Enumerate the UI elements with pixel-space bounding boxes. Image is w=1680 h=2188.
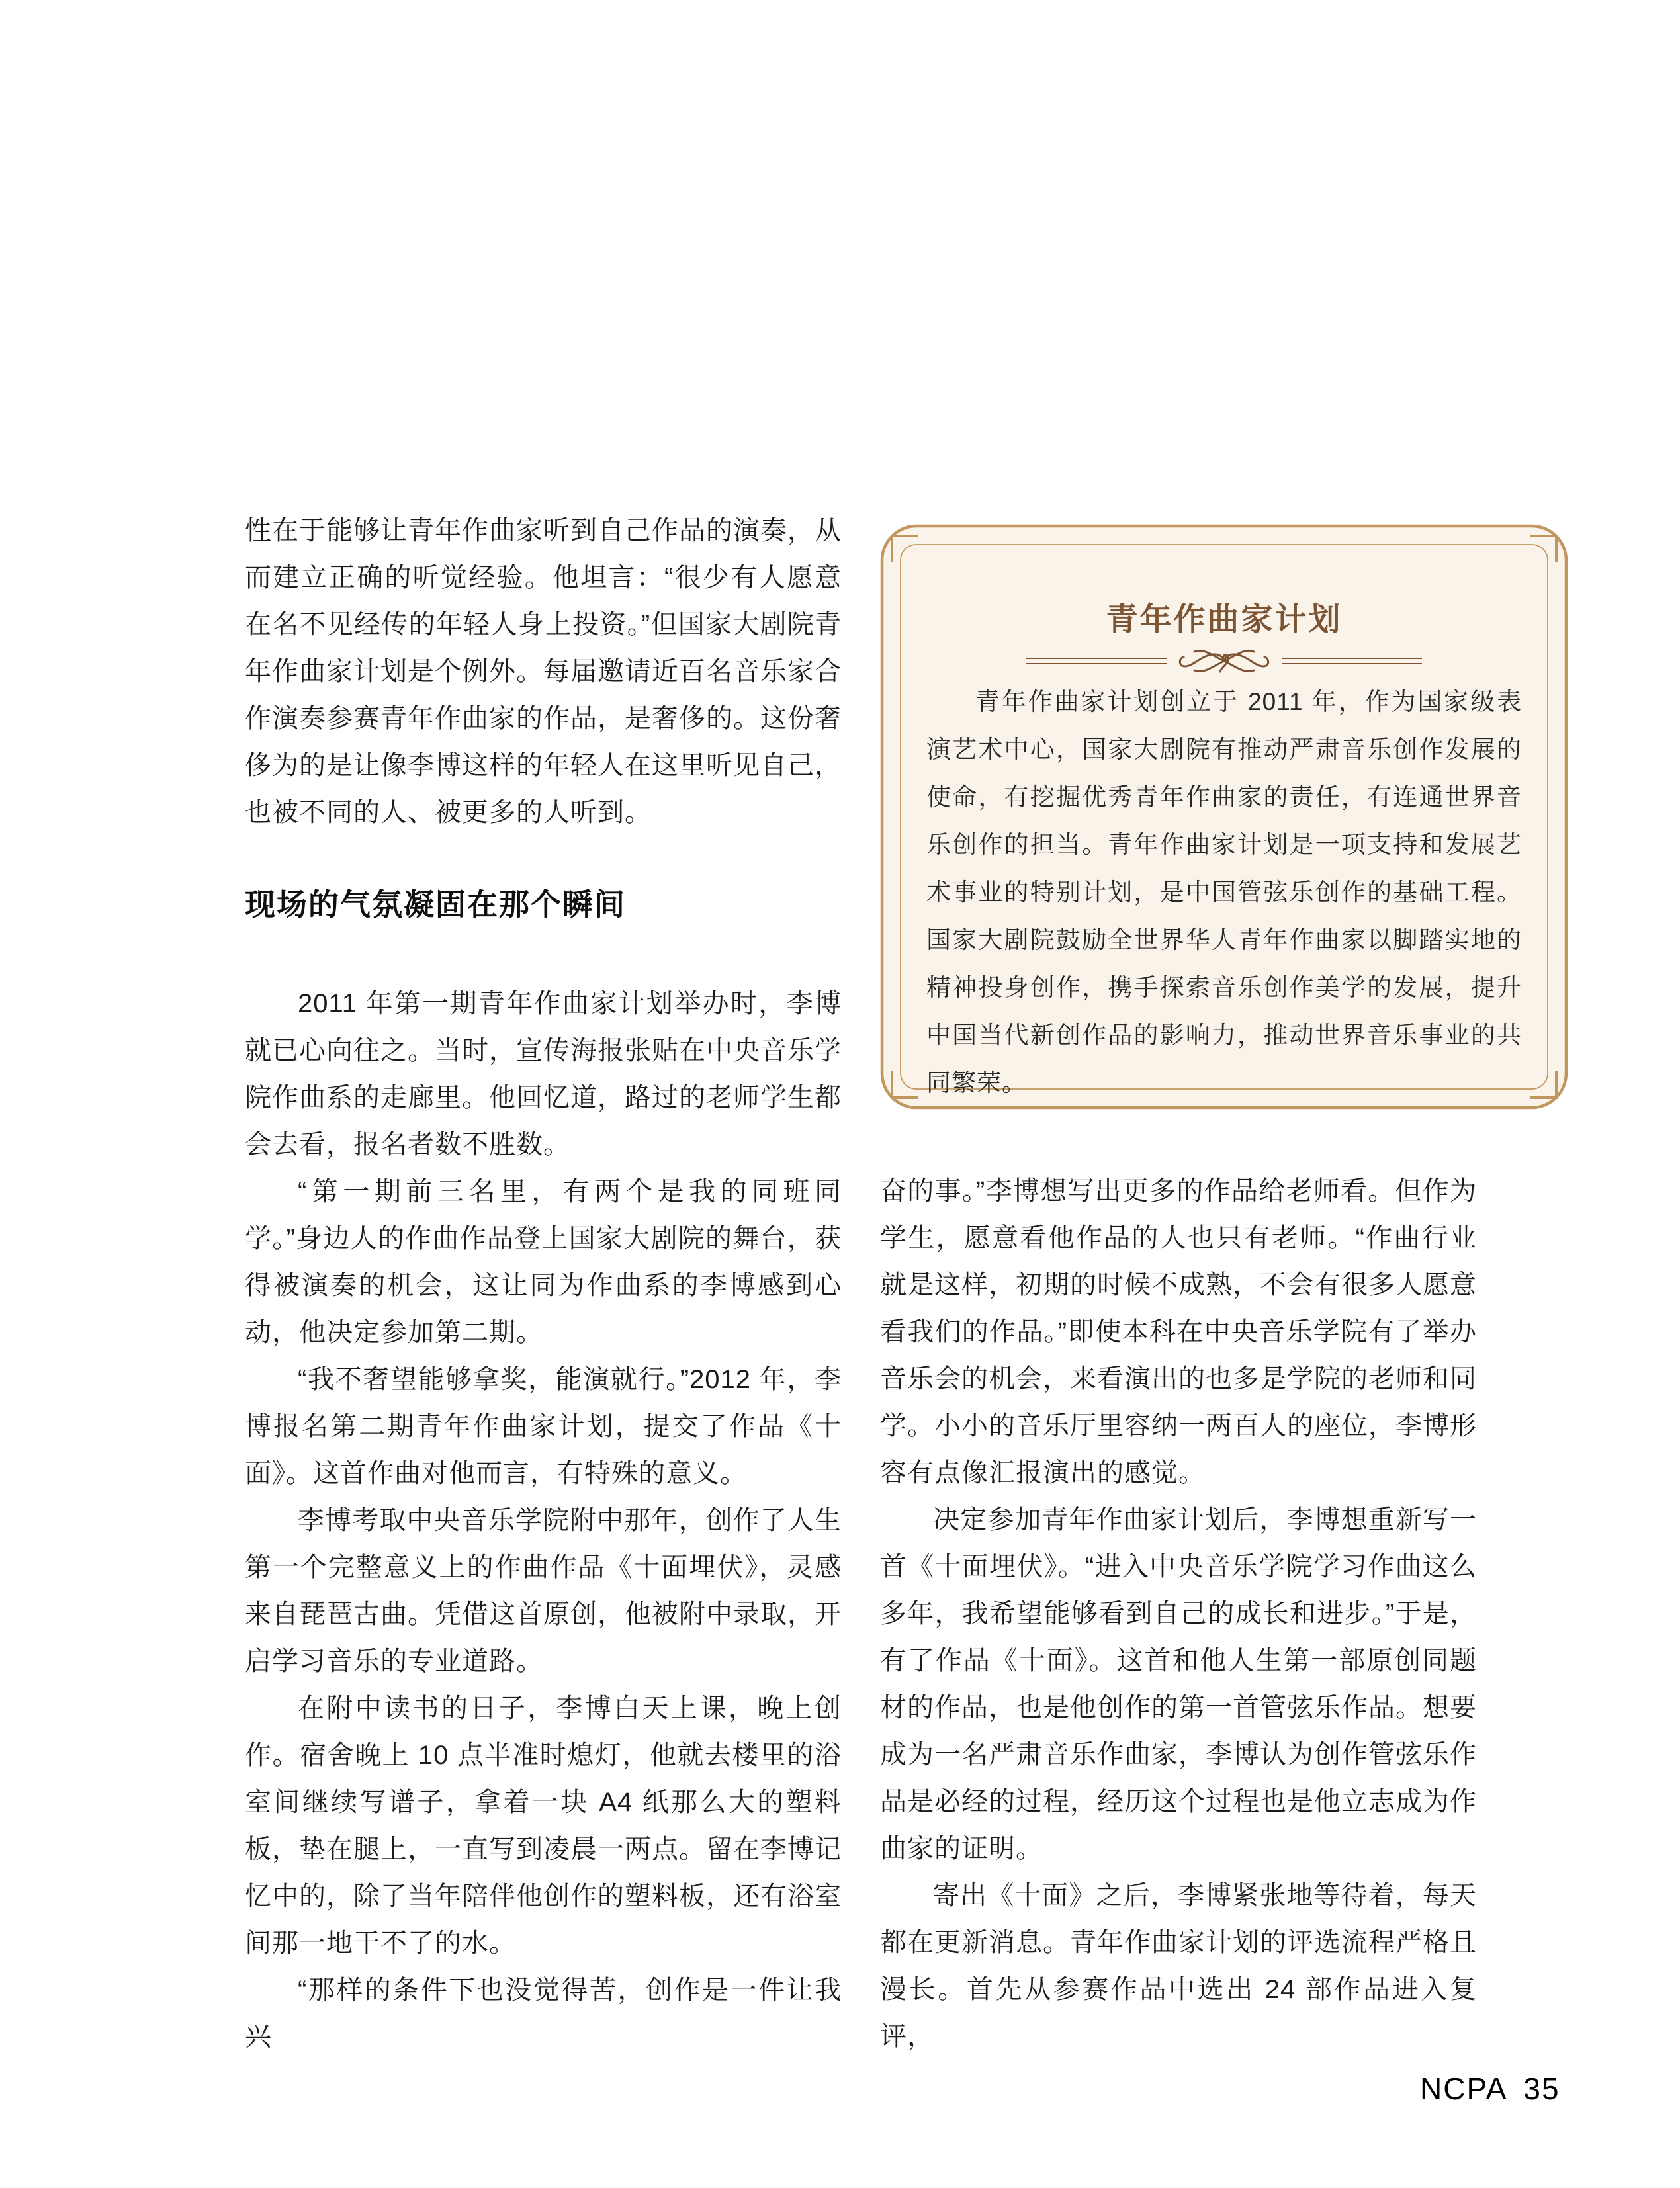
paragraph: “第一期前三名里，有两个是我的同班同学。”身边人的作曲作品登上国家大剧院的舞台，获得被演奏的机会，这让同为作曲系的李博感到心动，他决定参加第二期。 xyxy=(245,1177,842,1347)
sidebar-box xyxy=(880,524,1568,1110)
page-number: 35 xyxy=(1523,2072,1560,2106)
title-divider xyxy=(880,640,1568,682)
right-column xyxy=(880,1168,1477,2060)
paragraph: 决定参加青年作曲家计划后，李博想重新写一首《十面埋伏》。“进入中央音乐学院学习作曲这么多年，我希望能够看到自己的成长和进步。”于是，有了作品《十面》。这首和他人生第一部原创同题材的作品，也是他创作的第一首管弦乐作品。想要成为一名严肃音乐作曲家，李博认为创作管弦乐作品是必经的过程，经历这个过程也是他立志成为作曲家的证明。 xyxy=(880,1505,1477,1863)
divider-line-right xyxy=(1282,658,1422,664)
paragraph: 2011 年第一期青年作曲家计划举办时，李博就已心向往之。当时，宣传海报张贴在中央音乐学院作曲系的走廊里。他回忆道，路过的老师学生都会去看，报名者数不胜数。 xyxy=(245,989,842,1159)
paragraph-continuation: 奋的事。”李博想写出更多的作品给老师看。但作为学生，愿意看他作品的人也只有老师。“作曲行业就是这样，初期的时候不成熟，不会有很多人愿意看我们的作品。”即使本科在中央音乐学院有了举办音乐会的机会，来看演出的也多是学院的老师和同学。小小的音乐厅里容纳一两百人的座位，李博形容有点像汇报演出的感觉。 xyxy=(880,1176,1477,1487)
footer-brand: NCPA xyxy=(1420,2072,1508,2106)
paragraph: “我不奢望能够拿奖，能演就行。”2012 年，李博报名第二期青年作曲家计划，提交了作品《十面》。这首作曲对他而言，有特殊的意义。 xyxy=(245,1365,842,1488)
page-footer xyxy=(1420,2071,1560,2107)
paragraph: “那样的条件下也没觉得苦，创作是一件让我兴 xyxy=(245,1976,842,2052)
sidebar-box-text: 青年作曲家计划创立于 2011 年，作为国家级表演艺术中心，国家大剧院有推动严肃音乐创作发展的使命，有挖掘优秀青年作曲家的责任，有连通世界音乐创作的担当。青年作曲家计划是一项支持和发展艺术事业的特别计划，是中国管弦乐创作的基础工程。国家大剧院鼓励全世界华人青年作曲家以脚踏实地的精神投身创作，携手探索音乐创作美学的发展，提升中国当代新创作品的影响力，推动世界音乐事业的共同繁荣。 xyxy=(926,688,1522,1096)
paragraph: 寄出《十面》之后，李博紧张地等待着，每天都在更新消息。青年作曲家计划的评选流程严格且漫长。首先从参赛作品中选出 24 部作品进入复评， xyxy=(880,1881,1477,2051)
paragraph: 李博考取中央音乐学院附中那年，创作了人生第一个完整意义上的作曲作品《十面埋伏》，灵感来自琵琶古曲。凭借这首原创，他被附中录取，开启学习音乐的专业道路。 xyxy=(245,1506,842,1676)
paragraph: 在附中读书的日子，李博白天上课，晚上创作。宿舍晚上 10 点半准时熄灯，他就去楼里的浴室间继续写谱子，拿着一块 A4 纸那么大的塑料板，垫在腿上，一直写到凌晨一两点。留在李博记忆中的，除了当年陪伴他创作的塑料板，还有浴室间那一地干不了的水。 xyxy=(245,1694,842,1958)
sidebar-box-title: 青年作曲家计划 xyxy=(1106,602,1343,637)
flourish-ornament-icon xyxy=(1174,640,1274,682)
paragraph-continuation: 性在于能够让青年作曲家听到自己作品的演奏，从而建立正确的听觉经验。他坦言：“很少有人愿意在名不见经传的年轻人身上投资。”但国家大剧院青年作曲家计划是个例外。每届邀请近百名音乐家合作演奏参赛青年作曲家的作品，是奢侈的。这份奢侈为的是让像李博这样的年轻人在这里听见自己，也被不同的人、被更多的人听到。 xyxy=(245,516,842,827)
divider-line-left xyxy=(1026,658,1167,664)
left-column xyxy=(245,507,842,2061)
section-heading: 现场的气氛凝固在那个瞬间 xyxy=(245,887,626,922)
